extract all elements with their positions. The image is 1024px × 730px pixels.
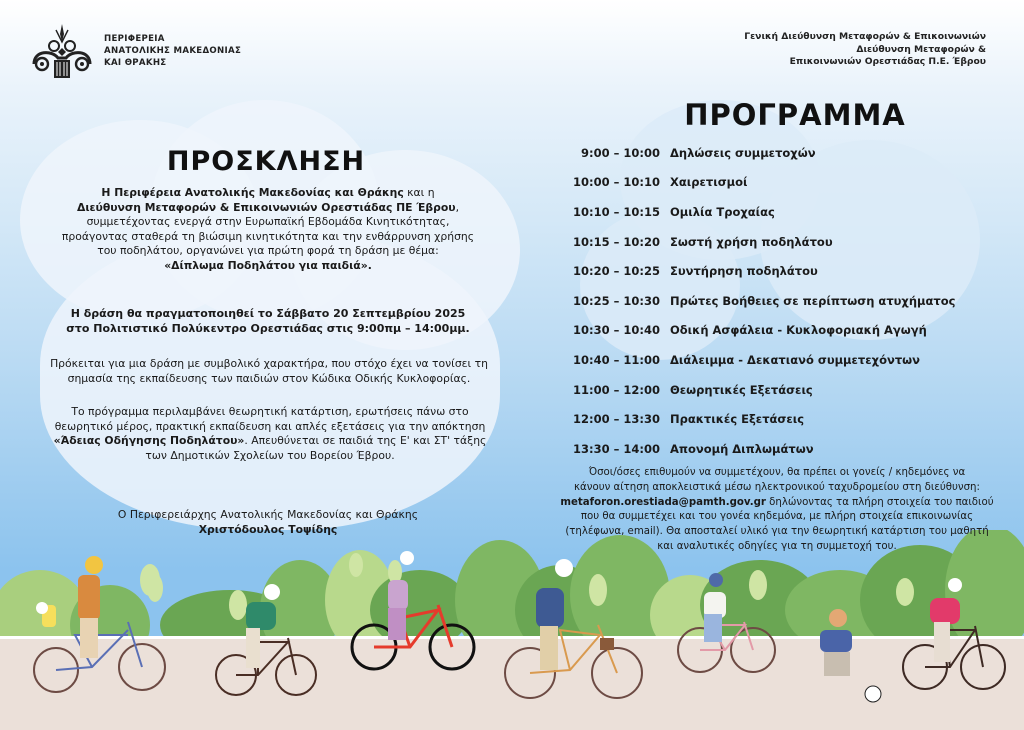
schedule-row: [560, 227, 1000, 257]
description-line: Το πρόγραμμα περιλαμβάνει θεωρητική κατάρτιση, ερωτήσεις πάνω στο: [71, 405, 469, 418]
schedule-activity: Οδική Ασφάλεια - Κυκλοφοριακή Αγωγή: [670, 323, 927, 338]
region-name-line: ΑΝΑΤΟΛΙΚΗΣ ΜΑΚΕΔΟΝΙΑΣ: [104, 46, 242, 56]
department-line: Διεύθυνση Μεταφορών &: [856, 43, 986, 55]
schedule-time: 10:20 – 10:25: [573, 264, 660, 279]
registration-text: δηλώνοντας τα πλήρη στοιχεία του παιδιού: [765, 496, 994, 508]
region-logo: [30, 20, 241, 82]
event-date: Η δράση θα πραγματοποιηθεί το Σάββατο 20 Σεπτεμβρίου 2025: [70, 307, 466, 320]
schedule-row: [560, 256, 1000, 286]
schedule-row: [560, 345, 1000, 375]
license-name: «Άδειας Οδήγησης Ποδηλάτου»: [53, 434, 245, 447]
contact-email-link[interactable]: metaforon.orestiada@pamth.gov.gr: [560, 496, 766, 508]
intro-line: προάγοντας σταθερά τη βιώσιμη κινητικότητα και την ενθάρρυνση χρήσης: [61, 229, 475, 243]
description-line: θεωρητικό μέρος, πρακτική εκπαίδευση και απλές εξετάσεις για την απόκτηση: [54, 419, 486, 433]
signatory-name: Χριστόδουλος Τοψίδης: [198, 522, 338, 536]
schedule-time: 10:30 – 10:40: [573, 323, 660, 338]
signature: [18, 508, 518, 537]
schedule-activity: Ομιλία Τροχαίας: [670, 204, 775, 219]
program-schedule: [560, 138, 1000, 464]
invitation-title: ΠΡΟΣΚΛΗΣΗ: [166, 146, 366, 177]
schedule-time: 13:30 – 14:00: [573, 441, 660, 456]
schedule-activity: Διάλειμμα - Δεκατιανό συμμετεχόντων: [670, 352, 920, 367]
schedule-time: 12:00 – 13:30: [573, 412, 660, 427]
registration-line: κάνουν αίτηση αποκλειστικά μέσω ηλεκτρονικού ταχυδρομείου στη διεύθυνση:: [574, 481, 980, 493]
event-location: στο Πολιτιστικό Πολύκεντρο Ορεστιάδας στις 9:00πμ – 14:00μμ.: [66, 321, 470, 335]
region-name-bold: Η Περιφέρεια Ανατολικής Μακεδονίας και Θράκης: [101, 186, 404, 199]
department-name-bold: Διεύθυνση Μεταφορών & Επικοινωνιών Ορεστιάδας ΠΕ Έβρου: [76, 200, 456, 214]
purpose-line: Πρόκειται για μια δράση με συμβολικό χαρακτήρα, που στόχο έχει να τονίσει τη: [50, 357, 488, 370]
schedule-row: [560, 286, 1000, 316]
description-text: . Απευθύνεται σε παιδιά της Ε' και ΣΤ' τάξης: [244, 434, 487, 447]
schedule-activity: Δηλώσεις συμμετοχών: [670, 145, 816, 160]
intro-line: του ποδηλάτου, οργανώνει για πρώτη φορά τη δράση με θέμα:: [97, 244, 439, 257]
department-line: Γενική Διεύθυνση Μεταφορών & Επικοινωνιών: [744, 31, 986, 42]
schedule-row: [560, 168, 1000, 198]
event-purpose: [14, 357, 524, 386]
program-title: ΠΡΟΓΡΑΜΜΑ: [684, 98, 906, 132]
region-name-line: ΚΑΙ ΘΡΑΚΗΣ: [104, 58, 167, 68]
event-name: «Δίπλωμα Ποδηλάτου για παιδιά».: [164, 258, 372, 272]
schedule-time: 10:15 – 10:20: [573, 234, 660, 249]
ionic-capital-emblem-icon: [30, 20, 94, 82]
event-details: [18, 307, 518, 336]
schedule-activity: Πρακτικές Εξετάσεις: [670, 412, 805, 427]
registration-line: και αναλυτικές οδηγίες για τη συμμετοχή του.: [657, 540, 897, 552]
signatory-role: Ο Περιφερειάρχης Ανατολικής Μακεδονίας και Θράκης: [117, 508, 419, 521]
schedule-row: [560, 197, 1000, 227]
schedule-time: 10:40 – 11:00: [573, 352, 660, 367]
schedule-time: 11:00 – 12:00: [573, 382, 660, 397]
registration-info: [535, 466, 1019, 555]
schedule-time: 10:25 – 10:30: [573, 293, 660, 308]
schedule-row: [560, 316, 1000, 346]
intro-text: ,: [455, 200, 460, 214]
schedule-row: [560, 375, 1000, 405]
schedule-activity: Πρώτες Βοήθειες σε περίπτωση ατυχήματος: [670, 293, 956, 308]
schedule-activity: Χαιρετισμοί: [670, 175, 748, 190]
schedule-time: 9:00 – 10:00: [581, 145, 660, 160]
department-header: [744, 31, 986, 69]
invitation-intro: [18, 186, 518, 273]
registration-line: που θα συμμετέχει και του γονέα κηδεμόνα, με πλήρη στοιχεία επικοινωνίας: [580, 511, 974, 523]
department-line: Επικοινωνιών Ορεστιάδας Π.Ε. Έβρου: [789, 56, 986, 67]
description-line: των Δημοτικών Σχολείων του Βορείου Έβρου.: [145, 448, 395, 462]
schedule-row: [560, 404, 1000, 434]
schedule-row: [560, 434, 1000, 464]
purpose-line: σημασία της εκπαίδευσης των παιδιών στον Κώδικα Οδικής Κυκλοφορίας.: [67, 371, 471, 385]
registration-line: Όσοι/όσες επιθυμούν να συμμετέχουν, θα πρέπει οι γονείς / κηδεμόνες να: [588, 467, 966, 478]
region-name-line: ΠΕΡΙΦΕΡΕΙΑ: [104, 34, 165, 44]
schedule-time: 10:10 – 10:15: [573, 204, 660, 219]
schedule-activity: Θεωρητικές Εξετάσεις: [670, 382, 813, 397]
schedule-activity: Σωστή χρήση ποδηλάτου: [670, 234, 833, 249]
program-description: [14, 405, 526, 463]
registration-line: (τηλέφωνα, email). Θα αποσταλεί υλικό για την θεωρητική κατάρτιση του μαθητή: [565, 526, 989, 538]
schedule-time: 10:00 – 10:10: [573, 175, 660, 190]
schedule-row: [560, 138, 1000, 168]
intro-text: και η: [403, 186, 435, 199]
schedule-activity: Συντήρηση ποδηλάτου: [670, 264, 818, 279]
schedule-activity: Απονομή Διπλωμάτων: [670, 441, 814, 456]
region-name: [104, 33, 241, 69]
intro-line: συμμετέχοντας ενεργά στην Ευρωπαϊκή Εβδομάδα Κινητικότητας,: [86, 215, 450, 228]
